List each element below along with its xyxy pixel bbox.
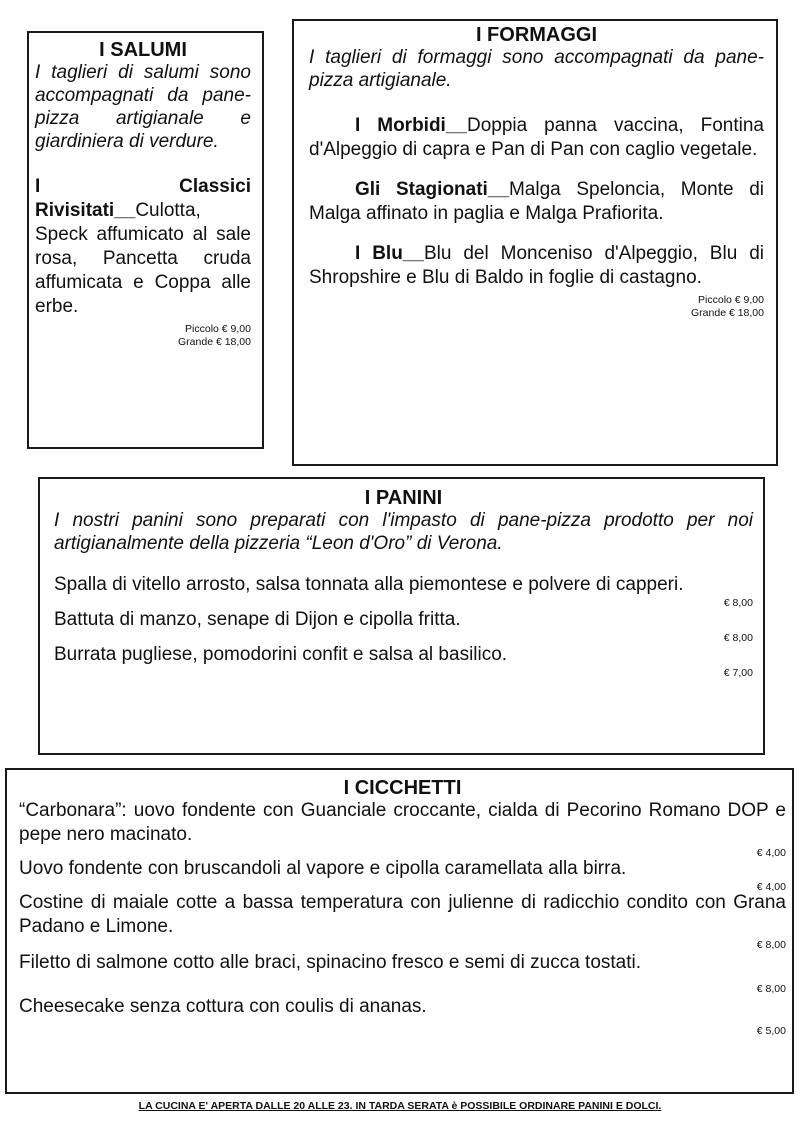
cicchetto-price: € 8,00 xyxy=(756,939,786,951)
salumi-price-large: Grande € 18,00 xyxy=(178,336,251,348)
salumi-text: Culotta, Speck affumicato al sale rosa, Pancetta cruda affumicata e Coppa alle erbe. xyxy=(35,200,251,317)
panino-price: € 7,00 xyxy=(723,667,753,679)
cicchetti-title: I CICCHETTI xyxy=(343,777,462,799)
formaggi-box xyxy=(292,19,778,466)
formaggi-group xyxy=(309,178,764,226)
formaggi-subtitle: I Morbidi__ xyxy=(355,115,467,136)
formaggi-title: I FORMAGGI xyxy=(475,24,598,46)
formaggi-intro: I taglieri di formaggi sono accompagnati da pane-pizza artigianale. xyxy=(309,47,764,91)
panini-intro: I nostri panini sono preparati con l'impasto di pane-pizza prodotto per noi artigianalmente della pizzeria “Leon d'Oro” di Verona. xyxy=(54,510,753,554)
panino-price: € 8,00 xyxy=(723,597,753,609)
salumi-subtitle: I Classici Rivisitati__ xyxy=(35,176,251,221)
salumi-box xyxy=(27,31,264,449)
cicchetto-item: Uovo fondente con bruscandoli al vapore e cipolla caramellata alla birra. xyxy=(19,858,627,879)
formaggi-text: Malga Speloncia, Monte di Malga affinato in paglia e Malga Prafiorita. xyxy=(309,179,764,224)
cicchetto-price: € 4,00 xyxy=(756,847,786,859)
formaggi-price-small: Piccolo € 9,00 xyxy=(698,294,764,306)
formaggi-subtitle: I Blu__ xyxy=(355,243,424,264)
formaggi-group xyxy=(309,242,764,290)
cicchetto-item: Cheesecake senza cottura con coulis di ananas. xyxy=(19,996,427,1017)
kitchen-hours-note: LA CUCINA E' APERTA DALLE 20 ALLE 23. IN TARDA SERATA è POSSIBILE ORDINARE PANINI E DOLCI. xyxy=(138,1100,662,1112)
formaggi-subtitle: Gli Stagionati__ xyxy=(355,179,509,200)
panini-box xyxy=(38,477,765,755)
formaggi-group xyxy=(309,114,764,162)
panino-item: Burrata pugliese, pomodorini confit e salsa al basilico. xyxy=(54,644,508,665)
panino-price: € 8,00 xyxy=(723,632,753,644)
cicchetto-price: € 5,00 xyxy=(756,1025,786,1037)
salumi-title: I SALUMI xyxy=(99,39,187,61)
salumi-price-small: Piccolo € 9,00 xyxy=(185,323,251,335)
cicchetto-item: Costine di maiale cotte a bassa temperatura con julienne di radicchio condito con Grana Padano e Limone. xyxy=(19,892,786,937)
formaggi-text: Doppia panna vaccina, Fontina d'Alpeggio di capra e Pan di Pan con caglio vegetale. xyxy=(309,115,764,160)
panino-item: Spalla di vitello arrosto, salsa tonnata alla piemontese e polvere di capperi. xyxy=(54,574,684,595)
salumi-intro: I taglieri di salumi sono accompagnati da pane-pizza artigianale e giardiniera di verdure. xyxy=(35,62,251,152)
cicchetto-item: “Carbonara”: uovo fondente con Guanciale croccante, cialda di Pecorino Romano DOP e pepe nero macinato. xyxy=(19,800,786,845)
cicchetto-item: Filetto di salmone cotto alle braci, spinacino fresco e semi di zucca tostati. xyxy=(19,952,642,973)
panini-title: I PANINI xyxy=(364,487,443,509)
formaggi-price-large: Grande € 18,00 xyxy=(691,307,764,319)
cicchetti-box xyxy=(5,768,794,1094)
formaggi-text: Blu del Monceniso d'Alpeggio, Blu di Shropshire e Blu di Baldo in foglie di castagno. xyxy=(309,243,764,288)
cicchetto-price: € 8,00 xyxy=(756,983,786,995)
salumi-description xyxy=(35,175,251,319)
panino-item: Battuta di manzo, senape di Dijon e cipolla fritta. xyxy=(54,609,461,630)
cicchetto-price: € 4,00 xyxy=(756,881,786,893)
